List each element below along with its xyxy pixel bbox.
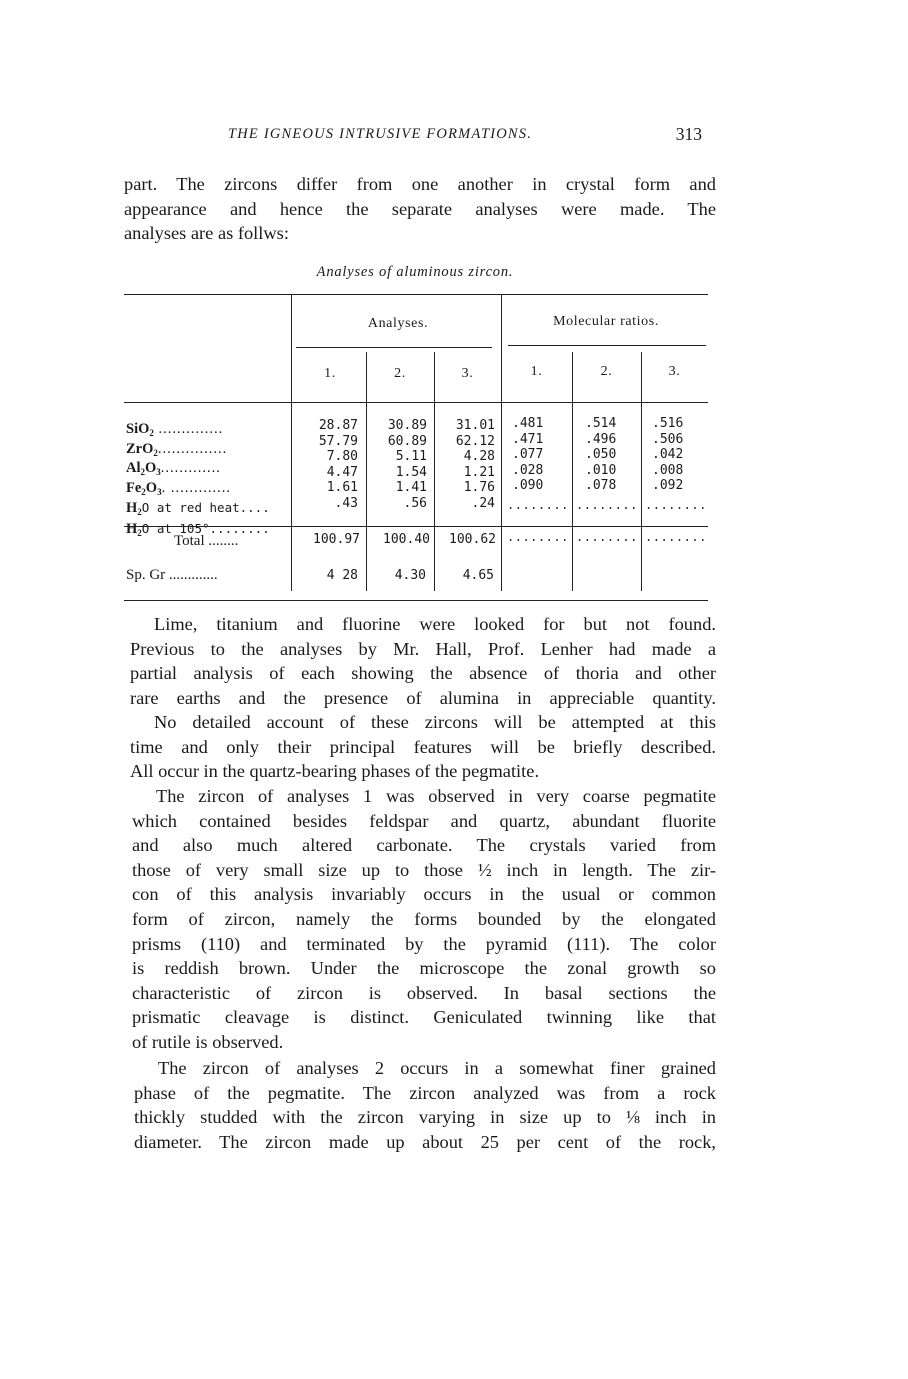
col-number: 2. — [600, 364, 613, 379]
dot-leader: ........ — [645, 530, 707, 544]
col-rule — [501, 294, 502, 591]
cell: .514 — [585, 416, 617, 431]
text-line: diameter. The zircon made up about 25 per cent of the rock, — [134, 1131, 716, 1152]
cell: .56 — [403, 495, 427, 511]
cell: 1.61 — [326, 480, 358, 496]
paragraph-analyses-2 — [134, 1056, 716, 1154]
row-label-fe2o3: $Fe_2O_3$. ............. — [126, 479, 231, 497]
col-rule — [434, 352, 435, 591]
cell: 4.47 — [326, 464, 358, 480]
text-line: form of zircon, namely the forms bounded by the elongated — [132, 908, 716, 929]
spgr-analysis-3: 4.65 — [462, 568, 494, 583]
text-line: partial analysis of each showing the absence of thoria and other — [130, 663, 716, 684]
cell: 7.80 — [326, 449, 358, 465]
text-line: time and only their principal features will be briefly described. — [130, 736, 716, 757]
text-line: those of very small size up to those ½ inch in length. The zir- — [132, 859, 716, 880]
dot-leader: ........ — [507, 530, 569, 544]
text-line: which contained besides feldspar and quartz, abundant fluorite — [132, 810, 716, 831]
row-label-zro2: ZrO$_2$............... — [126, 440, 228, 458]
analysis-table — [124, 294, 708, 604]
cell: 60.89 — [387, 433, 427, 449]
molecular-1-values — [512, 416, 558, 494]
page-number: 313 — [675, 124, 702, 144]
spgr-analysis-2: 4.30 — [394, 568, 426, 583]
cell: 30.89 — [387, 418, 427, 433]
cell: 1.54 — [395, 464, 427, 480]
text-line: All occur in the quartz-bearing phases of the pegmatite. — [130, 761, 540, 782]
row-label-al2o3: $Al_2O_3$............. — [126, 460, 221, 478]
text-line: Lime, titanium and fluorine were looked for but not found. — [154, 614, 716, 634]
col-rule — [572, 352, 573, 591]
analysis-1-values — [304, 418, 358, 512]
cell: .516 — [652, 416, 684, 431]
table-bottom-rule — [124, 600, 708, 601]
cell: .496 — [585, 431, 617, 447]
text-line: No detailed account of these zircons will be attempted at this — [154, 712, 716, 732]
row-label-h2o-red-heat: $H_2O$ at red heat.... — [126, 500, 270, 518]
text-line: con of this analysis invariably occurs in the usual or common — [132, 884, 716, 905]
group-rule-molecular — [508, 345, 706, 346]
total-analysis-1: 100.97 — [313, 532, 360, 547]
dot-leader: ........ — [645, 498, 707, 512]
text-line: part. The zircons differ from one another in crystal form and — [124, 174, 716, 194]
cell: 1.21 — [463, 464, 495, 480]
cell: 62.12 — [455, 433, 495, 449]
header-analyses: Analyses. — [367, 316, 429, 331]
cell: .506 — [652, 431, 684, 447]
text-line: prisms (110) and terminated by the pyramid (111). The color — [132, 933, 716, 954]
text-line: and also much altered carbonate. The crystals varied from — [132, 835, 716, 856]
cell: .24 — [471, 495, 495, 511]
table-caption: Analyses of aluminous zircon. — [316, 264, 514, 280]
text-line: rare earths and the presence of alumina in appreciable quantity. — [130, 687, 716, 708]
text-line: characteristic of zircon is observed. In basal sections the — [132, 982, 716, 1003]
row-label-sio2: SiO$_2$ .............. — [126, 421, 224, 438]
col-rule — [291, 294, 292, 591]
total-label: Total ........ — [174, 533, 239, 549]
cell: 31.01 — [455, 418, 495, 433]
table-top-rule — [124, 294, 708, 295]
col-number: 1. — [530, 364, 543, 379]
molecular-3-values — [652, 416, 698, 494]
cell: 57.79 — [318, 433, 358, 449]
col-rule — [641, 352, 642, 591]
paragraph-lime — [130, 612, 716, 710]
text-line: appearance and hence the separate analyses were made. The — [124, 198, 716, 219]
group-rule-analyses — [296, 347, 492, 348]
col-rule — [366, 352, 367, 591]
dot-leader: ........ — [576, 498, 638, 512]
running-title: THE IGNEOUS INTRUSIVE FORMATIONS. — [228, 126, 533, 142]
cell: .008 — [652, 462, 684, 478]
cell: .010 — [585, 462, 617, 478]
total-analysis-3: 100.62 — [449, 532, 496, 547]
col-number: 1. — [324, 366, 336, 381]
text-line: thickly studded with the zircon varying in size up to ⅛ inch in — [134, 1107, 716, 1128]
cell: 4.28 — [463, 449, 495, 465]
col-number: 2. — [394, 366, 406, 381]
header-molecular-ratios: Molecular ratios. — [553, 314, 659, 329]
cell: .028 — [512, 462, 544, 478]
dot-leader: ........ — [507, 498, 569, 512]
text-line: The zircon of analyses 1 was observed in very coarse pegmatite — [156, 786, 716, 806]
text-line: analyses are as follws: — [124, 223, 289, 244]
row-label-h2o-105: $H_2O$ at 105°........ — [126, 520, 270, 538]
cell: .042 — [652, 447, 684, 463]
row-labels — [126, 422, 270, 542]
text-line: phase of the pegmatite. The zircon analyzed was from a rock — [134, 1082, 716, 1103]
cell: 5.11 — [395, 449, 427, 465]
spgr-label: Sp. Gr ............. — [126, 567, 218, 583]
header-bottom-rule — [124, 402, 708, 403]
cell: 1.76 — [463, 480, 495, 496]
spgr-analysis-1: 4 28 — [326, 568, 358, 583]
cell: .077 — [512, 447, 544, 463]
text-line: of rutile is observed. — [132, 1031, 284, 1052]
cell: .092 — [652, 478, 684, 494]
col-number: 3. — [668, 364, 681, 379]
cell: .43 — [334, 495, 358, 511]
cell: .090 — [512, 478, 544, 494]
paragraph-detailed-account — [130, 710, 716, 784]
analysis-3-values — [440, 418, 495, 512]
text-line: The zircon of analyses 2 occurs in a somewhat finer grained — [158, 1058, 716, 1078]
cell: 1.41 — [395, 480, 427, 496]
cell: 28.87 — [318, 418, 358, 433]
intro-paragraph — [124, 172, 716, 246]
cell: .471 — [512, 431, 544, 447]
running-head — [124, 126, 706, 150]
cell: .481 — [512, 416, 544, 431]
total-analysis-2: 100.40 — [383, 532, 430, 547]
cell: .078 — [585, 478, 617, 494]
text-line: Previous to the analyses by Mr. Hall, Prof. Lenher had made a — [130, 638, 716, 659]
molecular-2-values — [585, 416, 631, 494]
dot-leader: ........ — [576, 530, 638, 544]
analysis-2-values — [374, 418, 427, 512]
cell: .050 — [585, 447, 617, 463]
col-number: 3. — [461, 366, 474, 381]
text-line: prismatic cleavage is distinct. Geniculated twinning like that — [132, 1007, 716, 1028]
text-line: is reddish brown. Under the microscope the zonal growth so — [132, 958, 716, 979]
paragraph-analyses-1 — [132, 784, 716, 1055]
